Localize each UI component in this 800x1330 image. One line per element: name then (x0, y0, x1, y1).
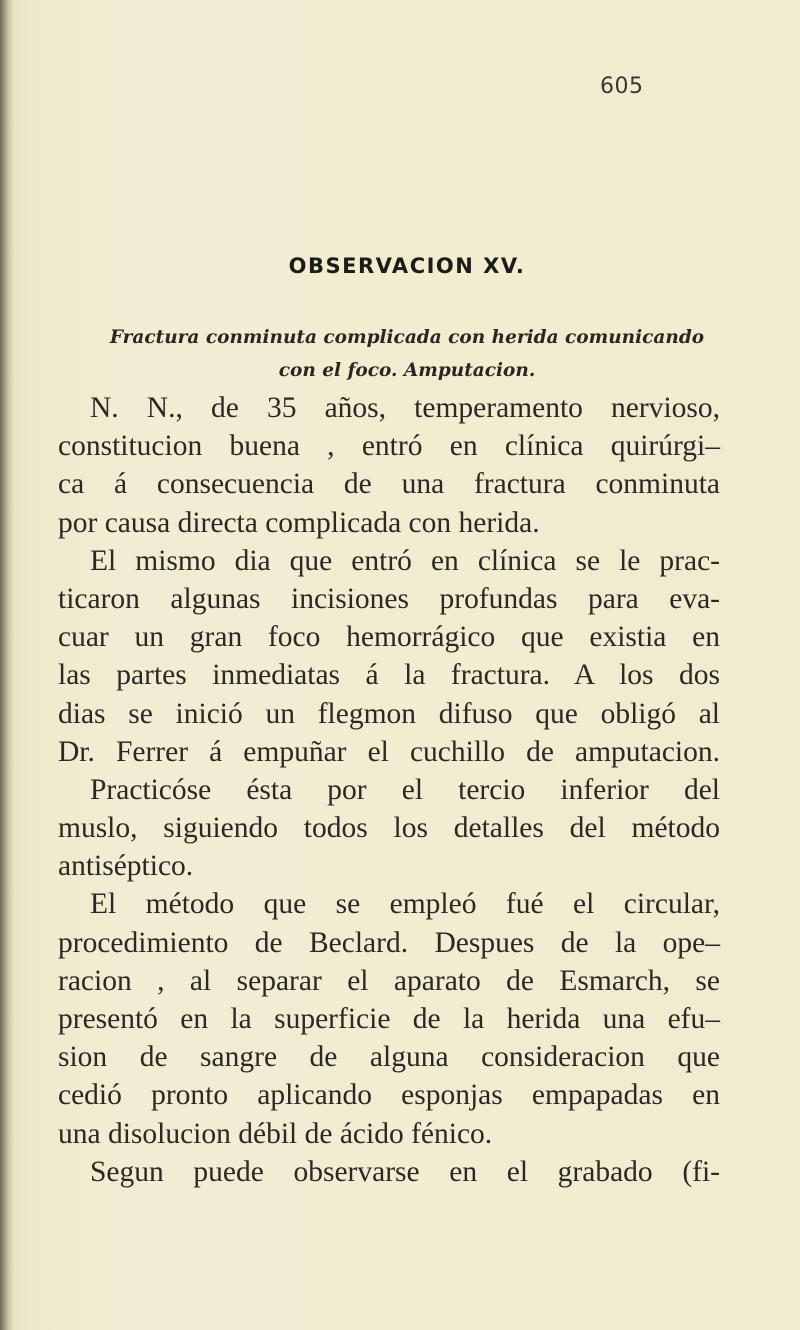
text-line: El método que se empleó fué el circular, (90, 888, 720, 921)
text-line: cuar un gran foco hemorrágico que existia en (58, 621, 720, 654)
text-line: Practicóse ésta por el tercio inferior del (90, 773, 720, 806)
page-number: 605 (600, 74, 644, 99)
text-line: Segun puede observarse en el grabado (fi- (90, 1155, 720, 1188)
text-line: presentó en la superficie de la herida una efu– (58, 1003, 720, 1035)
body-text (58, 389, 720, 1191)
text-line: las partes inmediatas á la fractura. A los dos (58, 659, 720, 692)
text-line: muslo, siguiendo todos los detalles del método (58, 812, 720, 845)
text-line: ca á consecuencia de una fractura conminuta (58, 468, 720, 501)
subtitle-line: con el foco. Amputacion. (278, 360, 536, 381)
text-line: El mismo dia que entró en clínica se le prac- (90, 544, 720, 577)
text-line: constitucion buena , entró en clínica quirúrgi– (58, 430, 720, 463)
text-line: procedimiento de Beclard. Despues de la ope– (58, 926, 720, 959)
text-line: N. N., de 35 años, temperamento nervioso, (90, 392, 720, 424)
text-line: sion de sangre de alguna consideracion que (58, 1041, 720, 1074)
text-line: Dr. Ferrer á empuñar el cuchillo de amputacion. (58, 735, 720, 768)
text-line: una disolucion débil de ácido fénico. (58, 1117, 493, 1150)
text-line: antiséptico. (58, 850, 194, 883)
subtitle-line: Fractura conminuta complicada con herida comunicando (109, 327, 705, 348)
text-line: racion , al separar el aparato de Esmarch, se (58, 964, 720, 997)
observation-heading: OBSERVACION XV. (288, 254, 526, 278)
text-line: cedió pronto aplicando esponjas empapadas en (58, 1079, 720, 1112)
observation-subtitle (0, 321, 800, 387)
text-line: dias se inició un flegmon difuso que obligó al (58, 697, 720, 730)
text-line: por causa directa complicada con herida. (58, 506, 540, 539)
page-binding-edge (0, 0, 14, 1330)
text-line: ticaron algunas incisiones profundas para eva- (58, 582, 720, 615)
